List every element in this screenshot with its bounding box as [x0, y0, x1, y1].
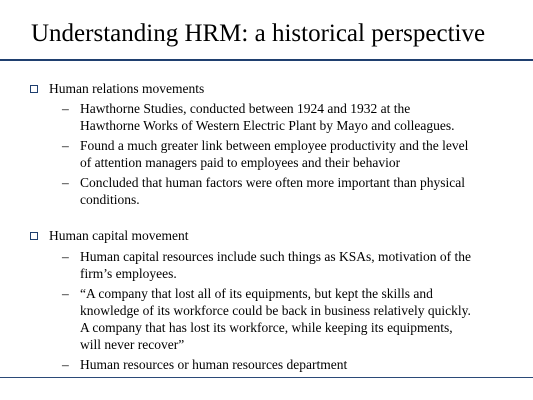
- dash-bullet-icon: –: [62, 286, 69, 301]
- sub-bullet-line: Human resources or human resources department: [80, 357, 348, 372]
- sub-bullet-line: Hawthorne Studies, conducted between 1924 and 1932 at the: [80, 101, 411, 116]
- sub-bullet-line: will never recover”: [80, 337, 185, 352]
- sub-bullet-line: knowledge of its workforce could be back in business relatively quickly.: [80, 303, 471, 318]
- sub-bullet: [62, 100, 520, 134]
- section-human-relations: [0, 80, 533, 208]
- sub-bullet-line: of attention managers paid to employees and their behavior: [80, 155, 401, 170]
- square-bullet-icon: [30, 232, 38, 240]
- footer-divider: [0, 377, 533, 378]
- title-divider: [0, 59, 533, 61]
- sub-bullet-line: Hawthorne Works of Western Electric Plant by Mayo and colleagues.: [80, 118, 455, 133]
- sub-bullet-line: Found a much greater link between employee productivity and the level: [80, 138, 469, 153]
- sub-bullet-line: Human capital resources include such things as KSAs, motivation of the: [80, 249, 472, 264]
- sub-bullet: [62, 356, 520, 373]
- slide-title: Understanding HRM: a historical perspective: [31, 20, 486, 47]
- section-heading-row: [0, 80, 533, 98]
- dash-bullet-icon: –: [62, 138, 69, 153]
- sub-bullet: [62, 248, 520, 282]
- sub-bullet-line: “A company that lost all of its equipments, but kept the skills and: [80, 286, 433, 301]
- dash-bullet-icon: –: [62, 175, 69, 190]
- sub-bullet-line: conditions.: [80, 192, 140, 207]
- dash-bullet-icon: –: [62, 357, 69, 372]
- section-human-capital: [0, 227, 533, 373]
- sub-bullet-line: A company that has lost its workforce, while keeping its equipments,: [80, 320, 453, 335]
- sub-bullet: [62, 137, 520, 171]
- dash-bullet-icon: –: [62, 101, 69, 116]
- section-heading: Human capital movement: [49, 228, 189, 243]
- section-heading-row: [0, 227, 533, 245]
- sub-bullet: [62, 174, 520, 208]
- square-bullet-icon: [30, 85, 38, 93]
- dash-bullet-icon: –: [62, 249, 69, 264]
- sub-bullet: [62, 285, 520, 353]
- sub-bullet-line: Concluded that human factors were often more important than physical: [80, 175, 466, 190]
- section-heading: Human relations movements: [49, 81, 205, 96]
- sub-bullet-line: firm’s employees.: [80, 266, 177, 281]
